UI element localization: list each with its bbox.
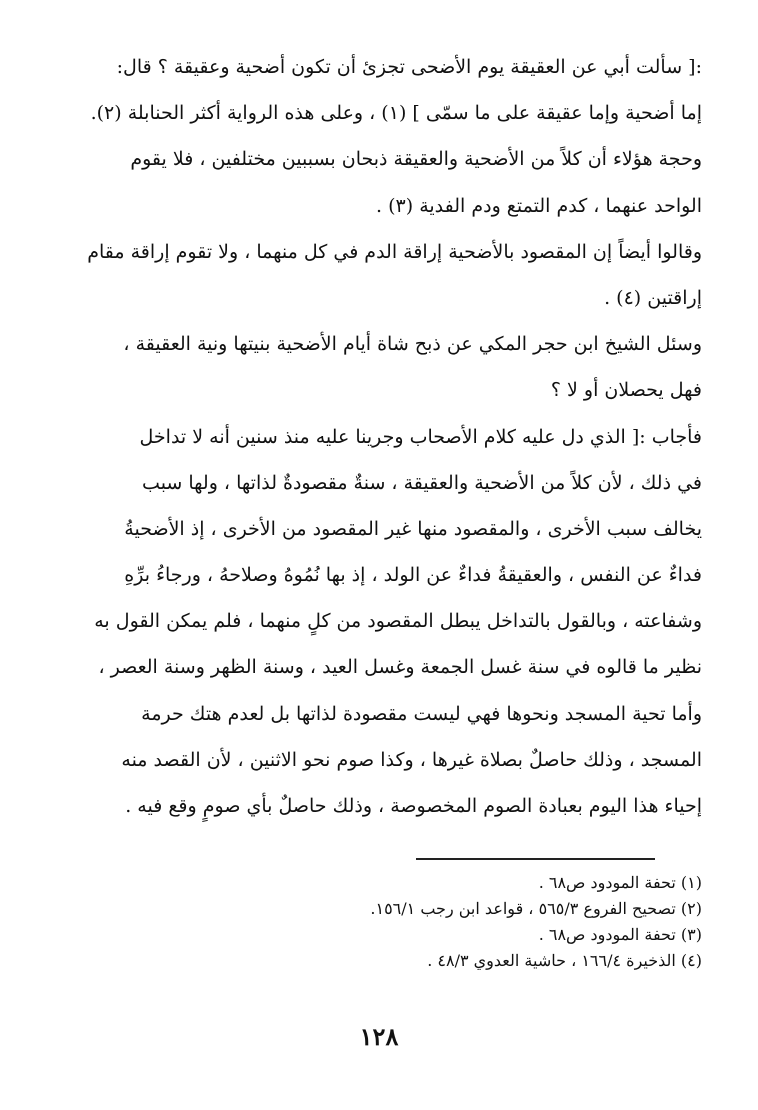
- text-line: نظير ما قالوه في سنة غسل الجمعة وغسل العيد ، وسنة الظهر وسنة العصر ،: [98, 656, 702, 679]
- text-line: وقالوا أيضاً إن المقصود بالأضحية إراقة الدم في كل منهما ، ولا تقوم إراقة مقام: [87, 240, 702, 263]
- text-line: وحجة هؤلاء أن كلاً من الأضحية والعقيقة ذبحان بسببين مختلفين ، فلا يقوم: [130, 148, 702, 171]
- text-line: فأجاب :[ الذي دل عليه كلام الأصحاب وجرينا عليه منذ سنين أنه لا تداخل: [139, 425, 702, 448]
- text-line: وشفاعته ، وبالقول بالتداخل يبطل المقصود من كلٍ منهما ، فلم يمكن القول به: [94, 610, 702, 633]
- footnote-divider: [416, 858, 655, 860]
- text-line: إحياء هذا اليوم بعبادة الصوم المخصوصة ، وذلك حاصلٌ بأي صومٍ وقع فيه .: [125, 795, 702, 817]
- text-line: :[ سألت أبي عن العقيقة يوم الأضحى تجزئ أن تكون أضحية وعقيقة ؟ قال:: [116, 56, 702, 78]
- footnotes: [222, 870, 702, 974]
- footnote: (٢) تصحيح الفروع ٥٦٥/٣ ، قواعد ابن رجب ١٥٦/١.: [370, 899, 702, 918]
- footnote: (٤) الذخيرة ١٦٦/٤ ، حاشية العدوي ٤٨/٣ .: [427, 951, 702, 970]
- text-line: إما أضحية وإما عقيقة على ما سمّى ] (١) ، وعلى هذه الرواية أكثر الحنابلة (٢).: [90, 102, 702, 125]
- text-line: إراقتين (٤) .: [604, 286, 702, 309]
- text-line: فهل يحصلان أو لا ؟: [550, 379, 702, 402]
- text-line: الواحد عنهما ، كدم التمتع ودم الفدية (٣) .: [376, 194, 702, 217]
- footnote: (٣) تحفة المودود ص٦٨ .: [538, 925, 702, 944]
- text-line: المسجد ، وذلك حاصلٌ بصلاة غيرها ، وكذا صوم نحو الاثنين ، لأن القصد منه: [121, 748, 702, 771]
- text-line: فداءٌ عن النفس ، والعقيقةُ فداءٌ عن الولد ، إذ بها نُمُوهُ وصلاحهُ ، ورجاءُ برِّهِ: [124, 564, 702, 587]
- text-line: في ذلك ، لأن كلاً من الأضحية والعقيقة ، سنةٌ مقصودةٌ لذاتها ، ولها سبب: [142, 471, 702, 494]
- page-number: ١٢٨: [359, 1022, 399, 1051]
- footnote: (١) تحفة المودود ص٦٨ .: [538, 873, 702, 892]
- text-line: وسئل الشيخ ابن حجر المكي عن ذبح شاة أيام الأضحية بنيتها ونية العقيقة ،: [123, 333, 702, 356]
- text-line: يخالف سبب الأخرى ، والمقصود منها غير المقصود من الأخرى ، إذ الأضحيةُ: [124, 517, 702, 540]
- text-line: وأما تحية المسجد ونحوها فهي ليست مقصودة لذاتها بل لعدم هتك حرمة: [141, 702, 702, 725]
- main-text: [72, 44, 702, 829]
